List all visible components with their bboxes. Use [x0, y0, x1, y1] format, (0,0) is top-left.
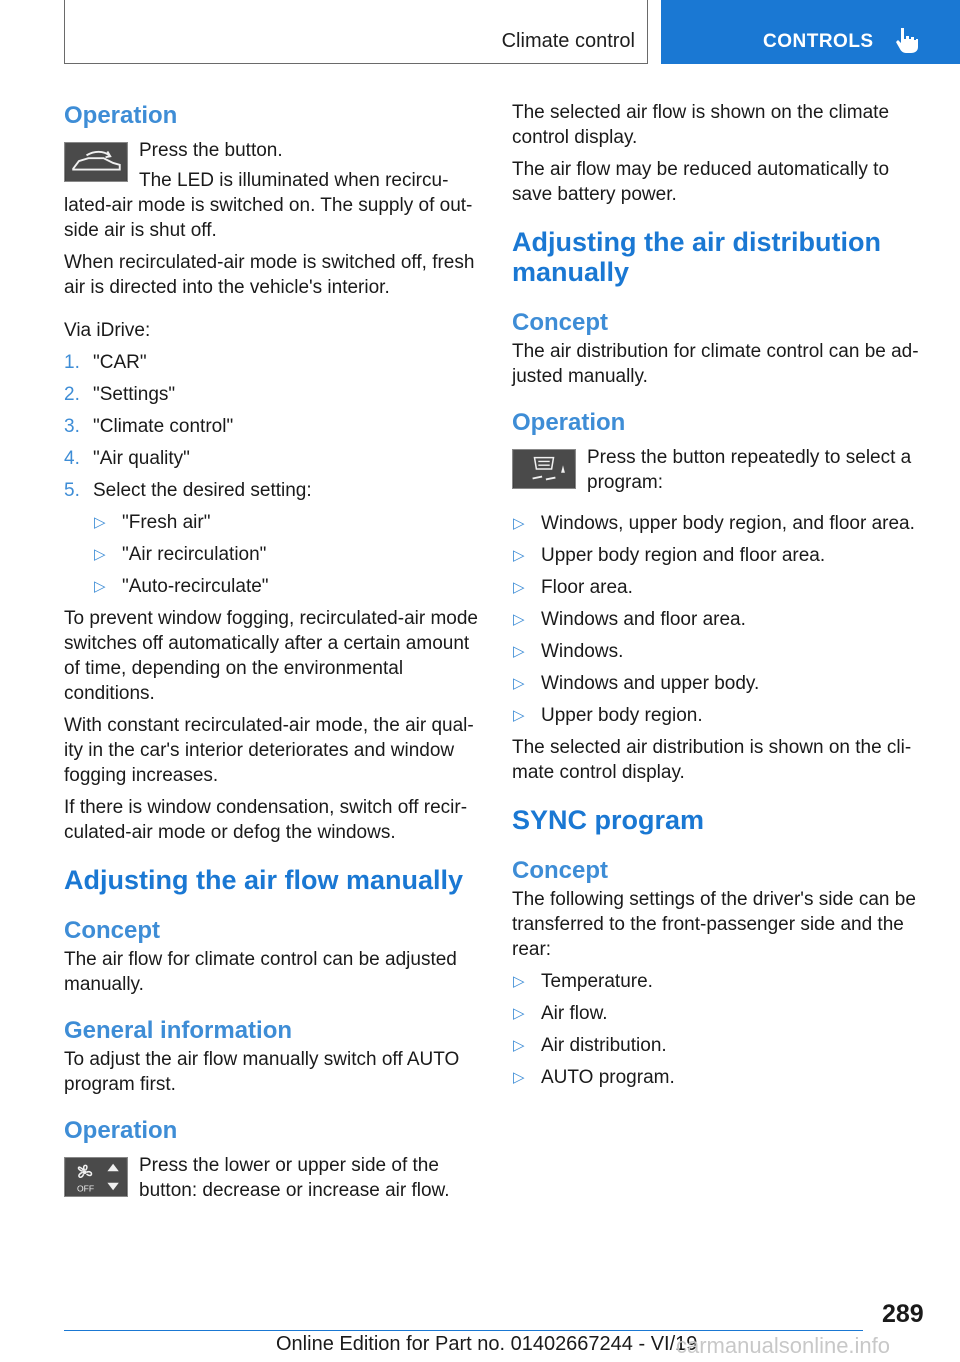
recirculation-car-icon [64, 142, 128, 182]
air-flow-display-paragraph: The selected air flow is shown on the climate control display. [512, 102, 890, 148]
list-item: ▷ "Fresh air" [94, 512, 211, 533]
list-item: 2. "Settings" [64, 384, 176, 405]
bullet-triangle-icon: ▷ [513, 1037, 525, 1054]
bullet-triangle-icon: ▷ [513, 675, 525, 692]
bullet-triangle-icon: ▷ [513, 547, 525, 564]
list-item: ▷ Air flow. [513, 1003, 608, 1024]
fresh-air-paragraph: When recirculated-air mode is switched off, fresh air is directed into the vehicle's interior. [64, 252, 475, 298]
sync-items-list [512, 969, 932, 1090]
list-item: 5. Select the desired setting: [64, 480, 312, 501]
list-item: ▷ Air distribution. [513, 1035, 667, 1056]
fan-button-icon [64, 1157, 128, 1197]
list-item: ▷ "Air recirculation" [94, 544, 267, 565]
air-flow-press-text: Press the lower or upper side of the button: decrease or increase air flow. [139, 1155, 450, 1201]
air-distribution-icon [512, 449, 576, 489]
via-idrive-text: Via iDrive: [64, 320, 151, 341]
sync-program-heading: SYNC program [512, 805, 705, 835]
settings-options-list [64, 510, 484, 599]
list-item: ▷ Windows and upper body. [513, 673, 760, 694]
air-distribution-heading: Adjusting the air distribution manually [512, 227, 881, 287]
list-item: ▷ Upper body region and floor area. [513, 545, 826, 566]
operation-heading: Operation [64, 102, 178, 129]
bullet-triangle-icon: ▷ [513, 643, 525, 660]
battery-paragraph: The air flow may be reduced automatically to save battery power. [512, 159, 890, 205]
list-item: ▷ Windows, upper body region, and floor area. [513, 513, 915, 534]
bullet-triangle-icon: ▷ [513, 707, 525, 724]
pointing-hand-icon [894, 26, 920, 54]
bullet-triangle-icon: ▷ [513, 1005, 525, 1022]
sync-paragraph: The following settings of the driver's side can be transferred to the front-passenger side and the rear: [512, 889, 916, 960]
distribution-button-row [512, 445, 932, 511]
left-column [64, 100, 484, 1205]
distribution-programs-list [512, 511, 932, 728]
fogging-paragraph: To prevent window fogging, recirculated-air mode switches off automatically after a certain amount of time, depending on the environmental conditions. [64, 608, 478, 704]
air-flow-button-row [64, 1153, 484, 1205]
list-item: ▷ Upper body region. [513, 705, 703, 726]
condensation-paragraph: If there is window condensation, switch off recirculated-air mode or defog the windows. [64, 797, 468, 843]
list-item: 4. "Air quality" [64, 448, 190, 469]
general-info-paragraph: To adjust the air flow manually switch off AUTO program first. [64, 1049, 460, 1095]
bullet-triangle-icon: ▷ [94, 546, 106, 563]
constant-recirc-paragraph: With constant recirculated-air mode, the air quality in the car's interior deteriorates and window fogging increases. [64, 715, 474, 786]
list-item: ▷ "Auto-recirculate" [94, 576, 269, 597]
air-flow-heading: Adjusting the air flow manually [64, 865, 464, 895]
chapter-title: CONTROLS [763, 31, 874, 52]
list-item: ▷ Windows. [513, 641, 624, 662]
operation-heading: Operation [512, 409, 626, 436]
list-item: ▷ Temperature. [513, 971, 653, 992]
bullet-triangle-icon: ▷ [513, 973, 525, 990]
bullet-triangle-icon: ▷ [513, 515, 525, 532]
bullet-triangle-icon: ▷ [94, 514, 106, 531]
watermark: carmanualsonline.info [676, 1333, 891, 1358]
page-number: 289 [882, 1300, 924, 1328]
general-info-heading: General information [64, 1017, 293, 1044]
concept-heading: Concept [512, 309, 608, 336]
list-item: 3. "Climate control" [64, 416, 234, 437]
footer-divider [64, 1330, 863, 1331]
led-paragraph: The LED is illuminated when recirculated-air mode is switched on. The supply of outside air is shut off. [64, 170, 473, 241]
idrive-steps-list [64, 350, 484, 503]
list-item: ▷ Windows and floor area. [513, 609, 746, 630]
concept-heading-2: Concept [512, 857, 608, 884]
operation-heading-2: Operation [64, 1117, 178, 1144]
right-column [512, 100, 932, 1097]
chapter-tab[interactable] [661, 0, 960, 64]
bullet-triangle-icon: ▷ [513, 1069, 525, 1086]
distribution-concept-paragraph: The air distribution for climate control can be adjusted manually. [512, 341, 919, 387]
bullet-triangle-icon: ▷ [513, 611, 525, 628]
operation-press-text: Press the button. [139, 140, 283, 161]
distribution-display-paragraph: The selected air distribution is shown on the climate control display. [512, 737, 912, 783]
header-section-box [64, 0, 648, 64]
off-label: OFF [77, 1183, 95, 1194]
recirculation-button-row [64, 138, 484, 190]
concept-heading: Concept [64, 917, 160, 944]
list-item: 1. "CAR" [64, 352, 147, 373]
bullet-triangle-icon: ▷ [94, 578, 106, 595]
edition-text: Online Edition for Part no. 01402667244 - VI/19 [276, 1333, 698, 1355]
bullet-triangle-icon: ▷ [513, 579, 525, 596]
list-item: ▷ AUTO program. [513, 1067, 675, 1088]
distribution-press-text: Press the button repeatedly to select a program: [587, 447, 912, 493]
section-title: Climate control [501, 30, 635, 52]
concept-paragraph: The air flow for climate control can be adjusted manually. [64, 949, 457, 995]
list-item: ▷ Floor area. [513, 577, 633, 598]
